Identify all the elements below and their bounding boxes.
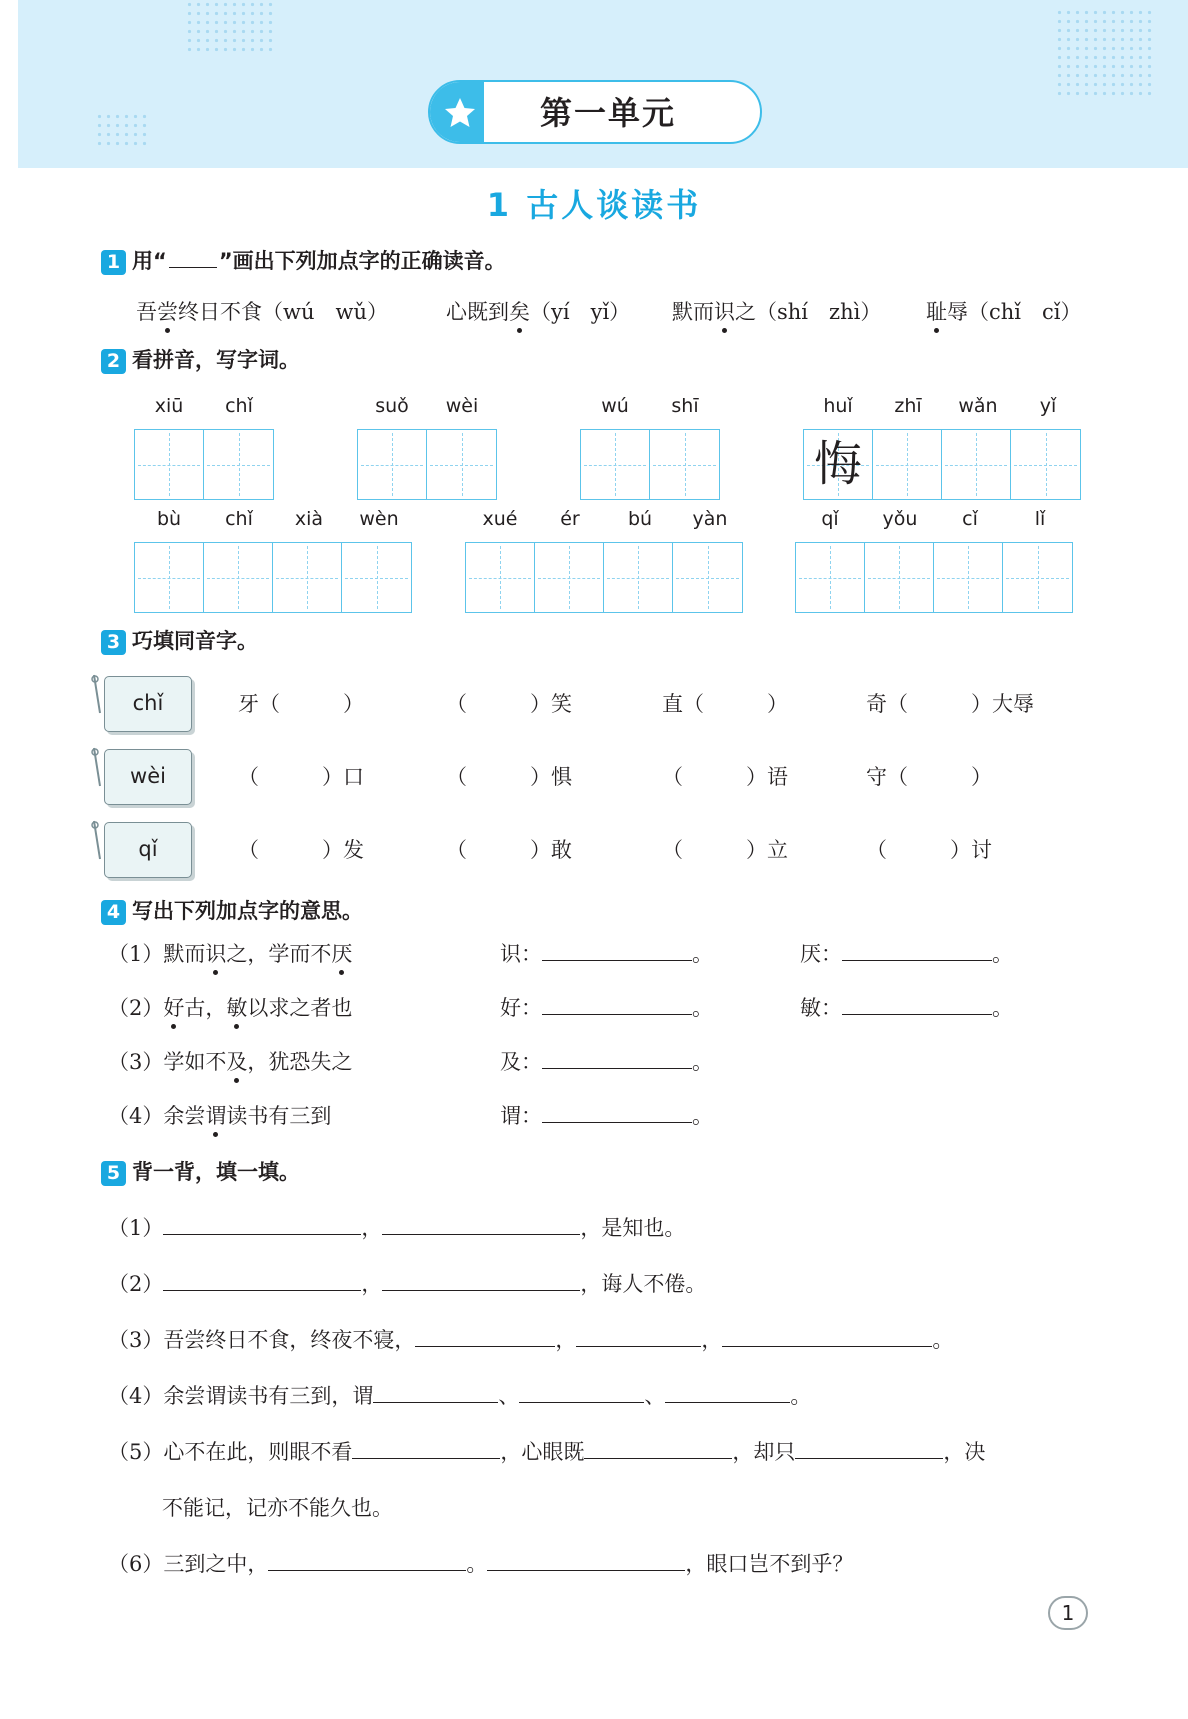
written-character [673,543,742,612]
question-4-heading: 4 写出下列加点字的意思。 [101,897,363,925]
answer-blank[interactable] [842,942,992,961]
q5-line-5-continued: 不能记，记亦不能久也。 [162,1496,393,1520]
writing-cell[interactable] [427,430,496,499]
homophone-blank[interactable]: （ ）惧 [446,765,572,789]
writing-cell[interactable] [581,430,650,499]
pinyin-label: qǐ [821,508,839,530]
question-number: 1 [101,250,126,275]
pencil-icon [91,746,103,788]
pinyin-label: lǐ [1034,508,1046,530]
answer-blank[interactable] [382,1272,580,1291]
pinyin-label: wèi [445,395,479,417]
homophone-blank[interactable]: 直（ ） [662,692,788,716]
pinyin-label: chǐ [225,395,253,417]
homophone-blank[interactable]: 守（ ） [866,765,992,789]
pinyin-label: bú [627,508,653,530]
decor-dots [95,112,147,150]
lesson-title: 1 古人谈读书 [486,186,702,224]
writing-cell[interactable] [865,543,934,612]
answer-blank[interactable] [722,1328,932,1347]
writing-cell[interactable] [1003,543,1072,612]
writing-cell[interactable] [934,543,1003,612]
meaning-answer: 及： 。 [500,1050,713,1074]
written-character [604,543,672,612]
q5-line-6: （6）三到之中， 。 ，眼口岂不到乎？ [108,1552,854,1576]
writing-cell[interactable] [135,543,204,612]
answer-blank[interactable] [487,1552,685,1571]
written-character [581,430,649,499]
q5-line-2: （2） ， ，诲人不倦。 [108,1272,707,1296]
writing-cell[interactable] [796,543,865,612]
written-character [135,430,203,499]
answer-blank[interactable] [415,1328,555,1347]
pinyin-label: xué [482,508,518,530]
question-number: 4 [101,900,126,925]
pinyin-label: shī [671,395,699,417]
written-character [342,543,411,612]
question-2-heading: 2 看拼音，写字词。 [101,346,300,374]
pinyin-label: bù [156,508,182,530]
answer-blank[interactable] [584,1440,732,1459]
writing-cell[interactable] [535,543,604,612]
written-character [942,430,1010,499]
decor-dots [1055,8,1155,98]
writing-grid [134,542,412,613]
meaning-answer: 厌： 。 [800,942,1013,966]
q1-item: 耻辱（chǐ cǐ） [926,296,1081,326]
pinyin-label: xià [294,508,324,530]
pinyin-label: chǐ [225,508,253,530]
written-character [427,430,496,499]
pinyin-label: wú [601,395,629,417]
q5-line-1: （1） ， ，是知也。 [108,1216,686,1240]
answer-blank[interactable] [542,942,692,961]
homophone-blank[interactable]: 牙（ ） [238,692,364,716]
meaning-answer: 好： 。 [500,996,713,1020]
q5-line-4: （4）余尝谓读书有三到，谓 、 、 。 [108,1384,812,1408]
homophone-blank[interactable]: （ ）立 [662,838,788,862]
writing-grid [795,542,1073,613]
pinyin-card [104,676,192,732]
classical-sentence: （4）余尝谓读书有三到 [108,1100,331,1130]
pinyin-label: suǒ [375,395,409,417]
writing-grid [465,542,743,613]
pinyin-label: chǐ [132,691,164,715]
writing-cell[interactable] [358,430,427,499]
unit-banner [428,80,762,144]
writing-cell[interactable] [673,543,742,612]
written-character [135,543,203,612]
writing-cell[interactable] [873,430,942,499]
answer-blank[interactable] [373,1384,498,1403]
pinyin-card [104,749,192,805]
answer-blank[interactable] [542,1050,692,1069]
pencil-icon [91,819,103,861]
written-character [873,430,941,499]
written-character [1003,543,1072,612]
pinyin-label: ér [560,508,580,530]
answer-blank[interactable] [352,1440,500,1459]
star-icon [430,82,484,142]
writing-cell[interactable] [204,430,273,499]
written-character [273,543,341,612]
writing-cell[interactable] [273,543,342,612]
answer-blank[interactable] [665,1384,790,1403]
pinyin-label: xiū [154,395,184,417]
question-number: 3 [101,630,126,655]
q5-line-3: （3）吾尝终日不食，终夜不寝， ， ， 。 [108,1328,954,1352]
writing-grid [357,429,497,500]
answer-blank[interactable] [163,1216,361,1235]
pinyin-label: zhī [894,395,922,417]
written-character [535,543,603,612]
pinyin-label: wèn [359,508,399,530]
q1-item: 默而识之（shí zhì） [672,296,881,326]
meaning-answer: 识： 。 [500,942,713,966]
q1-item: 吾尝终日不食（wú wǔ） [136,296,388,326]
answer-blank[interactable] [163,1272,361,1291]
classical-sentence: （3）学如不及，犹恐失之 [108,1046,352,1076]
decor-dots [185,0,275,55]
writing-cell[interactable] [466,543,535,612]
question-1-heading: 1 用“ ”画出下列加点字的正确读音。 [101,247,506,275]
page-number: 1 [1048,1596,1088,1630]
homophone-blank[interactable]: （ ）发 [238,838,364,862]
writing-cell[interactable] [942,430,1011,499]
writing-cell[interactable] [650,430,719,499]
question-5-heading: 5 背一背，填一填。 [101,1158,300,1186]
pinyin-label: wǎn [958,395,998,417]
underline-mark [169,251,217,268]
answer-blank[interactable] [795,1440,943,1459]
writing-cell[interactable] [204,543,273,612]
written-character [466,543,534,612]
written-character: 悔 [813,436,862,492]
homophone-blank[interactable]: （ ）敢 [446,838,572,862]
meaning-answer: 谓： 。 [500,1104,713,1128]
pinyin-label: yǐ [1039,395,1057,417]
answer-blank[interactable] [542,996,692,1015]
q5-line-5: （5）心不在此，则眼不看 ，心眼既 ，却只 ，决 [108,1440,986,1464]
pinyin-label: huǐ [823,395,853,417]
answer-blank[interactable] [576,1328,701,1347]
pencil-icon [91,673,103,715]
written-character [358,430,426,499]
header-wave-edge [18,158,1188,178]
homophone-blank[interactable]: （ ）口 [238,765,364,789]
homophone-blank[interactable]: 奇（ ）大辱 [866,692,1034,716]
answer-blank[interactable] [542,1104,692,1123]
q1-item: 心既到矣（yí yǐ） [446,296,630,326]
question-3-heading: 3 巧填同音字。 [101,627,258,655]
pinyin-label: yàn [692,508,728,530]
classical-sentence: （2）好古，敏以求之者也 [108,992,352,1022]
writing-grid [803,429,1081,500]
question-number: 2 [101,349,126,374]
pinyin-label: qǐ [138,837,158,861]
written-character [1011,430,1080,499]
written-character [934,543,1002,612]
answer-blank[interactable] [842,996,992,1015]
classical-sentence: （1）默而识之，学而不厌 [108,938,352,968]
writing-grid [580,429,720,500]
writing-cell[interactable] [1011,430,1080,499]
homophone-blank[interactable]: （ ）笑 [446,692,572,716]
written-character [650,430,719,499]
answer-blank[interactable] [519,1384,644,1403]
writing-cell[interactable] [135,430,204,499]
answer-blank[interactable] [268,1552,466,1571]
homophone-blank[interactable]: （ ）讨 [866,838,992,862]
written-character [796,543,864,612]
writing-grid [134,429,274,500]
homophone-blank[interactable]: （ ）语 [662,765,788,789]
written-character [865,543,933,612]
writing-cell[interactable] [604,543,673,612]
unit-title: 第一单元 [540,94,677,132]
pinyin-card [104,822,192,878]
pinyin-label: cǐ [962,508,978,530]
pinyin-label: wèi [130,764,166,788]
meaning-answer: 敏： 。 [800,996,1013,1020]
pinyin-label: yǒu [882,508,918,530]
writing-cell[interactable] [342,543,411,612]
written-character [204,543,272,612]
writing-cell[interactable] [804,430,873,499]
answer-blank[interactable] [382,1216,580,1235]
written-character [204,430,273,499]
question-number: 5 [101,1161,126,1186]
